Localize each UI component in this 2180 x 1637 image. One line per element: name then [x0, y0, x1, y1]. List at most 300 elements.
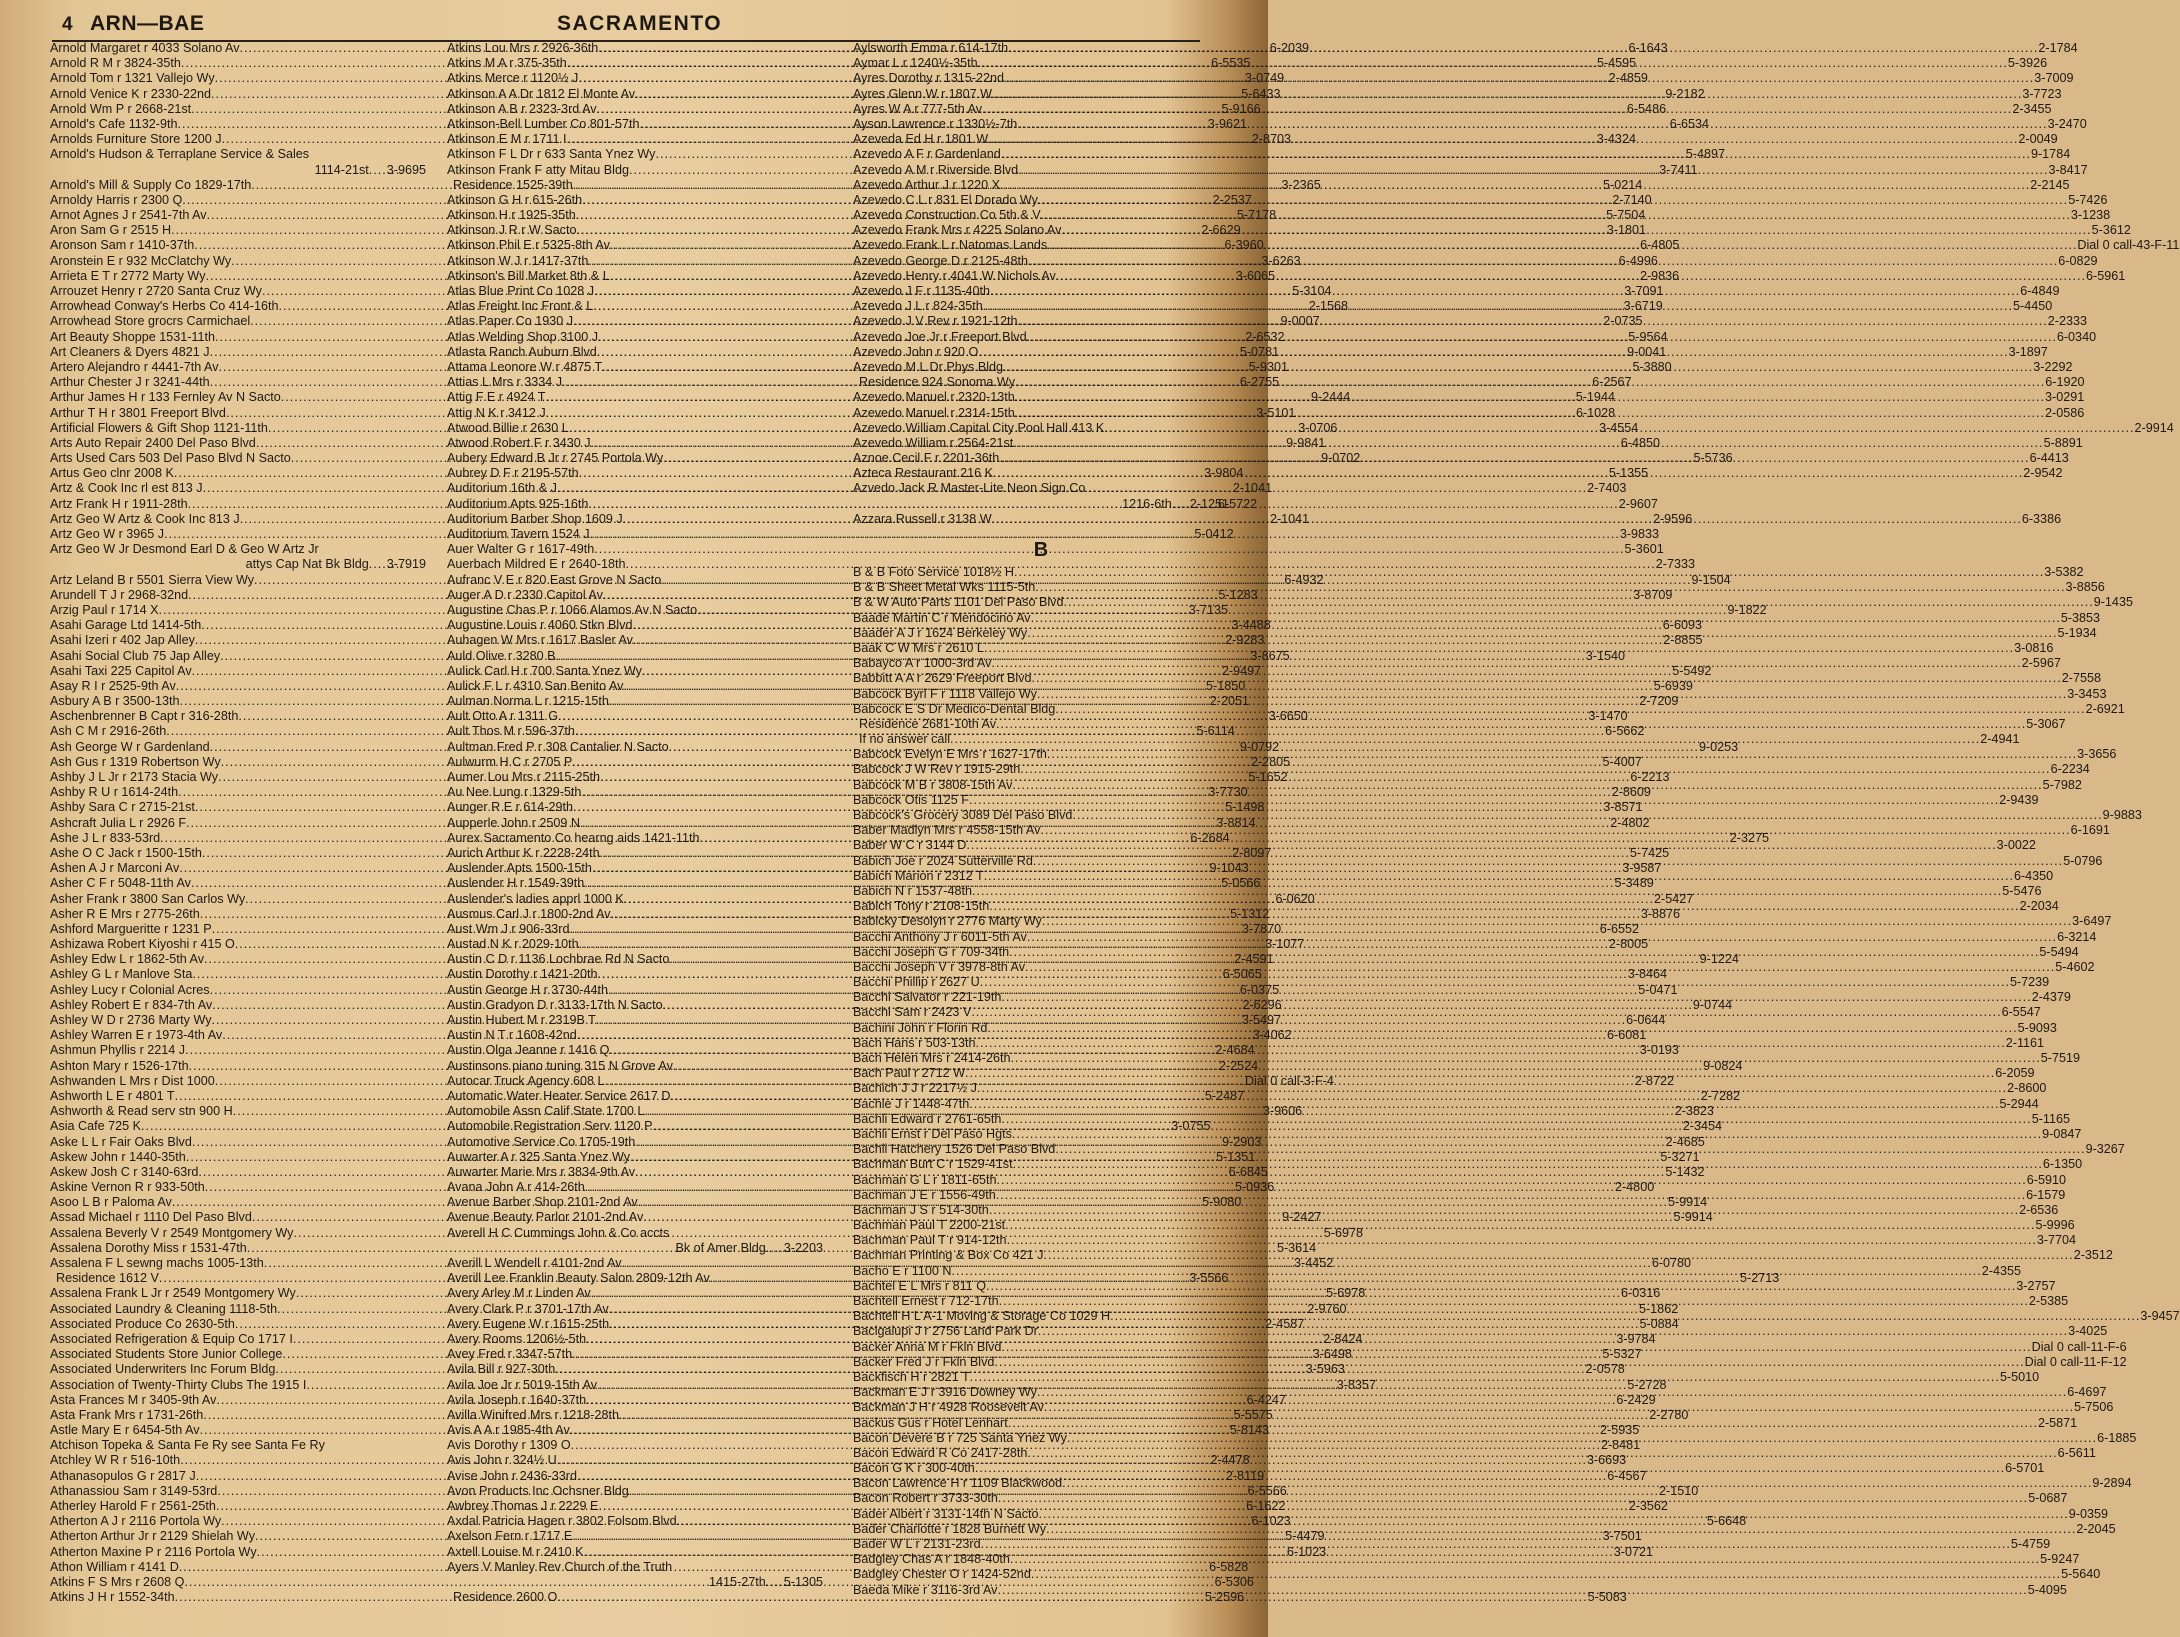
listing-name: Aurex Sacramento Co hearng aids 1421-11th [447, 830, 700, 845]
listing-name: Aronstein E r 932 McClatchy Wy [50, 253, 232, 268]
phone-number: 9-2903 [1222, 1134, 1262, 1149]
phone-number: 3-7135 [1188, 602, 1228, 617]
phone-number: 2-3512 [2073, 1248, 2113, 1263]
listing-name: Baeda Mike r 3116-3rd Av [853, 1582, 998, 1597]
phone-number: 3-8357 [1336, 1377, 1376, 1392]
listing-name: Avis John r 324½ U [447, 1453, 557, 1468]
phone-number: 2-9836 [1639, 268, 1680, 283]
leader-dots [978, 345, 2008, 360]
listing-name: Avila Joseph r 1640-37th [447, 1392, 587, 1407]
phone-number: 3-9804 [1204, 466, 1244, 481]
leader-dots [1012, 1127, 2042, 1142]
listing-name: Asay R I r 2525-9th Av [50, 678, 176, 693]
leader-dots [966, 838, 1996, 853]
phone-number: 2-2045 [2076, 1521, 2116, 1536]
listing-name: Arnot Agnes J r 2541-7th Av [50, 208, 207, 223]
phone-number: 2-3454 [1682, 1119, 1723, 1134]
listing-name: Ault Thos M r 596-37th [447, 724, 575, 739]
listing-name: Astle Mary E r 6454-5th Av [50, 1423, 200, 1438]
listing-name: Austin Hubert M r 2319B T [447, 1013, 596, 1027]
phone-number: 9-1435 [2093, 595, 2133, 610]
listing-name: Bacon Devere B r 725 Santa Ynez Wy [853, 1430, 1067, 1445]
leader-dots [996, 717, 2026, 732]
listing-name: Arnold's Cafe 1132-9th [50, 116, 178, 131]
leader-dots [984, 869, 2014, 884]
listing-name: Residence 2681-10th Av [859, 716, 996, 731]
phone-number: 5-1944 [1575, 390, 1615, 405]
phone-number: 6-0316 [1621, 1286, 1661, 1301]
listing-name: Ash C M r 2916-26th [50, 724, 167, 739]
phone-number: 9-0359 [2068, 1506, 2109, 1521]
listing-name: Azevedo C L r 831 El Dorado Wy [853, 192, 1038, 207]
phone-number: 2-2034 [2019, 899, 2059, 914]
listing-name: Bacchi Anthony J r 6011-5th Av [853, 929, 1027, 944]
listing-name: Artz Frank H r 1911-28th [50, 496, 188, 511]
phone-number: 5-1934 [2057, 625, 2097, 640]
phone-number: 6-4849 [2020, 284, 2060, 298]
phone-number: 6-4932 [1284, 572, 1324, 587]
phone-number: 3-4554 [1599, 420, 1639, 435]
phone-number: 6-1579 [2026, 1187, 2066, 1202]
listing-name: Automatic Water Heater Service 2617 D [447, 1088, 671, 1103]
listing-name: Ashley Edw L r 1862-5th Av [50, 952, 205, 967]
leader-dots [971, 1005, 2001, 1020]
listing-name: Babcock M B r 3808-15th Av [853, 777, 1013, 792]
listing-name: Arnoldy Harris r 2300 Q [50, 192, 183, 207]
phone-number: 5-9093 [2017, 1020, 2057, 1035]
listing-name: Arrouzet Henry r 2720 Santa Cruz Wy [50, 284, 262, 298]
phone-number: 6-0340 [2056, 329, 2097, 344]
phone-number: 2-3823 [1674, 1104, 1714, 1119]
listing-name: Asta Frances M r 3405-9th Av [50, 1392, 217, 1407]
listing-name: Associated Students Store Junior College [50, 1347, 283, 1362]
phone-number: 5-3612 [2091, 223, 2131, 238]
phone-number: 3-2203 [783, 1240, 823, 1255]
listing-name: Ashby Sara C r 2715-21st [50, 800, 195, 815]
listing-name: Assalena F L sewng machs 1005-13th [50, 1256, 264, 1270]
phone-number: 5-5492 [1672, 663, 1712, 678]
listing-name: Azevedo Construction Co 5th & V [853, 208, 1041, 223]
phone-number: 5-9301 [1248, 359, 1288, 374]
phone-number: 3-2365 [1281, 177, 1321, 192]
leader-dots [984, 641, 2014, 656]
leader-dots [1110, 1309, 2140, 1324]
leader-dots [1063, 595, 2093, 610]
listing-name: Arnold Wm P r 2668-21st [50, 101, 192, 116]
phone-number: 5-1355 [1608, 466, 1649, 481]
listing-name: Bachman J E r 1556-49th [853, 1187, 996, 1202]
phone-number: 6-2567 [1592, 375, 1632, 390]
listing-name: Backfisch H r 2821 T [853, 1369, 970, 1384]
phone-number: 2-7333 [1655, 557, 1695, 572]
phone-number: 6-4996 [1618, 253, 1658, 268]
leader-dots [766, 1575, 784, 1590]
listing-name: Atkinson Phil E r 5325-8th Av [447, 238, 610, 253]
phone-number: 5-3926 [2007, 56, 2048, 71]
listing-name: Ash George W r Gardenland [50, 739, 210, 754]
listing-name: Bachman Printing & Box Co 421 J [853, 1248, 1044, 1263]
phone-number: 5-9996 [2035, 1218, 2075, 1233]
phone-number: 3-0755 [1171, 1119, 1211, 1134]
phone-number: 2-8097 [1232, 845, 1272, 860]
phone-number: 2-2145 [2030, 177, 2070, 192]
phone-number: 3-8876 [1640, 906, 1681, 921]
listing-name: Axelson Fern r 1717 E [447, 1529, 573, 1544]
phone-number: 3-7723 [2022, 86, 2062, 101]
phone-number: 5-2596 [1204, 1590, 1245, 1605]
phone-number: 2-7403 [1587, 481, 1627, 496]
listing-name: Ashcraft Julia L r 2926 F [50, 815, 187, 830]
listing-name: Averill Lee Franklin Beauty Salon 2809-12th Av [447, 1271, 710, 1286]
phone-number: 5-0214 [1603, 177, 1643, 192]
listing-name: Attig N K r 3412 J [447, 405, 546, 420]
listing-name: Ashby J L Jr r 2173 Stacia Wy [50, 770, 219, 784]
leader-dots [987, 1021, 2017, 1036]
phone-number: 3-5963 [1305, 1362, 1345, 1377]
phone-number: 2-8703 [1251, 132, 1291, 147]
listing-name: Auerbach Mildred E r 2640-18th [447, 557, 626, 572]
phone-number: 6-3960 [1224, 238, 1264, 253]
phone-number: 6-5611 [2057, 1445, 2096, 1460]
phone-number: 2-8424 [1323, 1331, 1363, 1346]
listing-name: Askew Josh C r 3140-63rd [50, 1164, 199, 1179]
phone-number: 5-4007 [1602, 754, 1642, 769]
listing-name: Atlas Freight Inc Front & L [447, 299, 594, 314]
phone-number: 5-7982 [2042, 777, 2082, 792]
listing-name: Bacchi Salvator r 221-19th [853, 990, 1002, 1005]
listing-name: Atkinson Frank F atty Mitau Bldg [447, 162, 629, 177]
listing-name: If no answer call [859, 732, 950, 747]
phone-number: 2-9439 [1999, 792, 2039, 807]
listing-name: Ashe J L r 833-53rd [50, 830, 161, 845]
listing-name: Azevedo J V Rev r 1921-12th [853, 314, 1018, 329]
phone-number: 5-9914 [1673, 1210, 1713, 1225]
phone-number: Dial 0 call-3-F-4 [1245, 1073, 1334, 1088]
listing-name: Babbitt A A r 2629 Freeport Blvd [853, 671, 1032, 686]
phone-number: 2-2805 [1250, 754, 1291, 769]
listing-name: Athanasopulos G r 2817 J [50, 1468, 196, 1483]
listing-name: Arnold's Mill & Supply Co 1829-17th [50, 177, 252, 192]
phone-number: 2-4478 [1210, 1453, 1250, 1468]
phone-number: 5-4602 [2055, 959, 2095, 974]
phone-number: 2-8609 [1611, 785, 1651, 800]
leader-dots [1027, 1446, 2057, 1461]
listing-name: B & W Auto Parts 1101 Del Paso Blvd [853, 595, 1064, 610]
phone-number: 6-1691 [2070, 823, 2110, 838]
phone-number: 3-4062 [1252, 1028, 1292, 1043]
listing-name: Atherley Harold F r 2561-25th [50, 1499, 216, 1513]
phone-number: 3-6263 [1261, 253, 1301, 268]
phone-number: 5-0884 [1639, 1316, 1679, 1331]
phone-number: Dial 0 call-43-F-11 [2077, 238, 2180, 253]
leader-dots [975, 1461, 2005, 1476]
phone-number: 3-0749 [1244, 71, 1285, 86]
leader-dots [1014, 565, 2044, 580]
listing-name: Atkinson J R r W Sacto [447, 223, 577, 238]
listing-name: Azevedo J L r 824-35th [853, 299, 983, 314]
leader-dots [977, 1081, 2007, 1096]
listing-name: Baak C W Mrs r 2610 L [853, 640, 984, 655]
phone-number: 5-7426 [2068, 192, 2108, 207]
phone-number: 2-1041 [1269, 511, 1310, 526]
listing-name: Art Cleaners & Dyers 4821 J [50, 344, 210, 359]
listing-name: Arnold Margaret r 4033 Solano Av [50, 41, 240, 55]
listing-name: Azevedo John r 920 O [853, 344, 979, 359]
listing-name: Azevedo William Capital City Pool Hall 413 K [853, 420, 1105, 435]
phone-number: 2-9497 [1221, 663, 1262, 678]
leader-dots [1004, 71, 2034, 86]
leader-dots [1042, 914, 2072, 929]
listing-continuation [447, 1241, 823, 1256]
listing-name: Austinsons piano tuning 315 N Grove Av [447, 1058, 673, 1073]
listing-name: Bachtell Ernest r 712-17th [853, 1294, 999, 1308]
phone-number: 6-0644 [1626, 1013, 1666, 1027]
leader-dots [1027, 330, 2057, 345]
listing-name: Asher C F r 5048-11th Av [50, 876, 191, 891]
listing-name: Babcock Byrl F r 1118 Vallejo Wy [853, 686, 1037, 701]
phone-number: 3-6650 [1268, 709, 1308, 724]
listing-text: Artz Geo W Jr Desmond Earl D & Geo W Artz Jr [50, 542, 319, 557]
leader-dots [1104, 421, 2134, 436]
phone-number: 6-1622 [1246, 1499, 1286, 1513]
phone-number: Dial 0 call-11-F-6 [2031, 1339, 2127, 1354]
listing-name: Ashizawa Robert Kiyoshi r 415 O [50, 937, 235, 952]
phone-number: 2-9542 [2023, 466, 2063, 481]
leader-dots [1033, 854, 2063, 869]
listing-name: Backus Gus r Hotel Lenhart [853, 1415, 1008, 1430]
phone-number: 6-3386 [2021, 511, 2062, 526]
phone-number: 6-5662 [1605, 724, 1645, 739]
phone-number: 3-1470 [1588, 709, 1628, 724]
listing-name: Azevedo J F r 1135-40th [853, 284, 990, 298]
phone-number: 2-5385 [2028, 1294, 2069, 1308]
phone-number: 3-5382 [2044, 565, 2084, 579]
phone-number: 5-4897 [1685, 147, 1725, 162]
listing-continuation [853, 497, 1229, 512]
listing-name: Associated Laundry & Cleaning 1118-5th [50, 1301, 278, 1316]
listing-name: Aschenbrenner B Capt r 316-28th [50, 709, 239, 724]
phone-number: 5-1862 [1638, 1301, 1679, 1316]
phone-number: 5-9166 [1221, 101, 1261, 116]
leader-dots [991, 656, 2021, 671]
phone-number: 2-3562 [1628, 1499, 1668, 1513]
listing-name: Artz & Cook Inc rl est 813 J [50, 481, 203, 496]
phone-number: 5-1312 [1230, 906, 1270, 921]
listing-name: Babich Joe r 2024 Sutterville Rd [853, 853, 1033, 868]
leader-dots [951, 1264, 1981, 1279]
listing-name: Ayson Lawrence r 1330½-7th [853, 116, 1018, 131]
listing-name: Bader W L r 2131-23rd [853, 1537, 981, 1551]
page-range: ARN—BAE [90, 12, 205, 35]
listing-name: Awbrey Thomas J r 2229 E [447, 1499, 599, 1513]
listing-name: Bader Albert r 3131-14th N Sacto [853, 1506, 1039, 1521]
leader-dots [993, 466, 2023, 481]
phone-number: 5-0936 [1234, 1180, 1275, 1195]
phone-number: 6-2755 [1239, 375, 1280, 390]
phone-number: 3-8814 [1216, 815, 1256, 830]
listing-name: Aronson Sam r 1410-37th [50, 238, 195, 253]
phone-number: 6-4247 [1246, 1392, 1286, 1407]
leader-dots [1031, 1567, 2061, 1582]
phone-number: 9-0744 [1692, 997, 1733, 1012]
phone-number: 2-6536 [2019, 1202, 2059, 1217]
phone-number: 6-4567 [1607, 1468, 1647, 1483]
phone-number: 5-4479 [1285, 1529, 1325, 1544]
listing-name: Residence 1612 V [56, 1271, 159, 1286]
listing-name: Attig F E r 4924 T [447, 390, 546, 405]
phone-number: 6-2429 [1616, 1392, 1656, 1407]
leader-dots [989, 1203, 2019, 1218]
leader-dots [1015, 390, 2045, 405]
leader-dots [1017, 117, 2047, 132]
leader-dots [1001, 1340, 2031, 1355]
phone-number: 5-7504 [1606, 208, 1646, 223]
listing-name: Athon William r 4141 D [50, 1559, 179, 1574]
listing-name: Backman J H r 4928 Roosevelt Av [853, 1400, 1044, 1415]
listing-name: Automotive Service Co 1705-19th [447, 1134, 636, 1149]
listing-name: Atkins J H r 1552-34th [50, 1590, 175, 1605]
phone-number: 5-2713 [1740, 1271, 1780, 1286]
phone-number: 9-2427 [1282, 1210, 1322, 1225]
listing-name: Automobile Assn Calif State 1700 L [447, 1104, 645, 1119]
listing-name: Babcock E S Dr Medico-Dental Bldg [853, 701, 1056, 716]
leader-dots [1043, 1248, 2073, 1263]
listing-name: Atwood Billie r 2630 L [447, 420, 569, 435]
listing-address: 1114-21st [314, 162, 369, 177]
listing-name: Asahi Garage Ltd 1414-5th [50, 618, 202, 633]
listing-name: Axtell Louise M r 2410 K [447, 1544, 584, 1559]
listing-name: Atherton Arthur Jr r 2129 Shielah Wy [50, 1529, 255, 1544]
listing-name: Azevedo Manuel r 2320-13th [853, 390, 1015, 405]
phone-number: 5-4095 [2027, 1582, 2067, 1597]
phone-number: 3-5566 [1189, 1271, 1229, 1286]
leader-dots [1056, 269, 2086, 284]
listing-name: Auslender's ladies apprl 1000 K [447, 891, 624, 906]
listing-name: Azevedo Frank Mrs r 4225 Solano Av [853, 223, 1062, 238]
phone-number: 5-5494 [2039, 944, 2079, 959]
phone-number: 2-1568 [1308, 299, 1348, 314]
phone-number: 2-2780 [1649, 1407, 1689, 1422]
leader-dots [766, 1241, 784, 1256]
leader-dots [1003, 360, 2033, 375]
phone-number: 3-9606 [1262, 1104, 1303, 1119]
listing-name: Artz Geo W Artz & Cook Inc 813 J [50, 511, 240, 526]
phone-number: 2-6921 [2085, 701, 2125, 716]
phone-number: 6-2213 [1630, 770, 1670, 784]
listing-name: Aylsworth Emma r 614-17th [853, 41, 1009, 55]
phone-number: 3-8709 [1633, 587, 1673, 602]
listing-text: Azvedo Jack R Master-Lite Neon Sign Co [853, 481, 1086, 496]
phone-number: 3-9784 [1616, 1331, 1656, 1346]
phone-number: 6-6552 [1599, 921, 1639, 936]
listing-name: Asia Cafe 725 K [50, 1119, 142, 1134]
listing-name: Artz Geo W r 3965 J [50, 527, 165, 541]
phone-number: 5-0781 [1239, 344, 1280, 359]
phone-number: 2-5871 [2037, 1415, 2078, 1430]
listing-name: Residence 2600 O [453, 1590, 558, 1605]
phone-number: 5-6939 [1653, 678, 1693, 693]
phone-number: 9-0041 [1627, 344, 1667, 359]
listing-name: Babcock J W Rev r 1915-29th [853, 762, 1021, 777]
phone-number: 9-9841 [1286, 435, 1326, 450]
listing-name: Bacchi Joseph V r 3978-8th Av [853, 959, 1025, 974]
phone-number: 3-8675 [1250, 648, 1290, 663]
phone-number: 3-7009 [2034, 71, 2074, 86]
listing-name: Bachli Hatchery 1526 Del Paso Blvd [853, 1142, 1056, 1157]
listing-name: Bachli Edward r 2761-65th [853, 1111, 1002, 1126]
phone-number: 3-2757 [2016, 1278, 2056, 1293]
phone-number: 3-0816 [2014, 640, 2054, 655]
listing-name: Ashton Mary r 1526-17th [50, 1058, 189, 1073]
phone-number: 2-0735 [1603, 314, 1643, 329]
listing-name: Bacho E r 1100 N [853, 1263, 952, 1278]
page-city: SACRAMENTO [557, 12, 723, 35]
leader-dots [1037, 1385, 2067, 1400]
listing-name: Bachman Burt C r 1529-41st [853, 1157, 1013, 1172]
phone-number: 2-2333 [2047, 314, 2087, 329]
phone-number: 3-7411 [1659, 162, 1698, 177]
leader-dots [1062, 1476, 2092, 1491]
listing-name: Azevedo Manuel r 2314-15th [853, 405, 1015, 420]
leader-dots [1012, 778, 2042, 793]
phone-number: 6-1885 [2097, 1430, 2137, 1445]
listing-name: Bacon Edward R Co 2417-28th [853, 1445, 1028, 1460]
phone-number: 9-0007 [1280, 314, 1320, 329]
phone-number: 2-3275 [1729, 830, 1769, 845]
phone-number: 2-0578 [1585, 1362, 1625, 1377]
listing-name: Arrowhead Store grocrs Carmichael [50, 314, 251, 329]
leader-dots [1037, 687, 2067, 702]
listing-name: Augustine Chas P r 1066 Alamos Av N Sacto [447, 602, 698, 617]
listing-name: Atlas Blue Print Co 1028 J [447, 284, 595, 298]
listing-name: Ashley G L r Manlove Sta [50, 967, 193, 982]
phone-number: 5-3853 [2060, 610, 2101, 625]
listing-name: Associated Underwriters Inc Forum Bldg [50, 1362, 276, 1377]
listing-address: 1216-6th [1122, 496, 1172, 511]
listing-entry [447, 542, 1664, 557]
phone-number: 5-5083 [1587, 1590, 1627, 1605]
listing-name: Residence 1525-39th [453, 177, 573, 192]
phone-number: 2-3455 [2012, 101, 2052, 116]
listing-name: Artz Leland B r 5501 Sierra View Wy [50, 572, 255, 587]
listing-name: Avey Fred r 3347-57th [447, 1347, 573, 1362]
listing-text: Ayers V Manley Rev Church of the Truth [447, 1559, 673, 1574]
phone-number: 2-4587 [1265, 1316, 1305, 1331]
listing-name: Auhagen W Mrs r 1617 Basler Av [447, 633, 633, 648]
phone-number: 6-5828 [1209, 1559, 1249, 1574]
listing-name: Associated Refrigeration & Equip Co 1717 I [50, 1331, 293, 1346]
phone-number: 2-1161 [2005, 1035, 2045, 1050]
listing-name: Austad N K r 2029-10th [447, 937, 579, 952]
listing-name: Bachtel E L Mrs r 811 Q [853, 1278, 986, 1293]
listing-name: Aymar L r 1240½-35th [853, 56, 978, 71]
listing-name: Atwood Robert F r 3430 J [447, 435, 591, 450]
phone-number: 3-7704 [2036, 1233, 2077, 1248]
listing-name: Auwarter Marie Mrs r 3834-9th Av [447, 1164, 636, 1179]
phone-number: 9-0702 [1321, 451, 1361, 466]
leader-dots [978, 56, 2008, 71]
phone-number: 9-1043 [1209, 861, 1249, 876]
leader-dots [976, 1036, 2006, 1051]
leader-dots [1018, 314, 2048, 329]
leader-dots [1038, 193, 2068, 208]
listing-name: Bachle J r 1448-47th [853, 1096, 970, 1111]
phone-number: 6-4850 [1620, 435, 1660, 450]
listing-name: Aust Wm J r 906-33rd [447, 921, 570, 936]
listing-name: Auslender Apts 1500-15th [447, 861, 592, 876]
listing-name: Ashmun Phyllis r 2214 J [50, 1043, 186, 1058]
listing-name: Auwarter A r 325 Santa Ynez Wy [447, 1149, 631, 1164]
